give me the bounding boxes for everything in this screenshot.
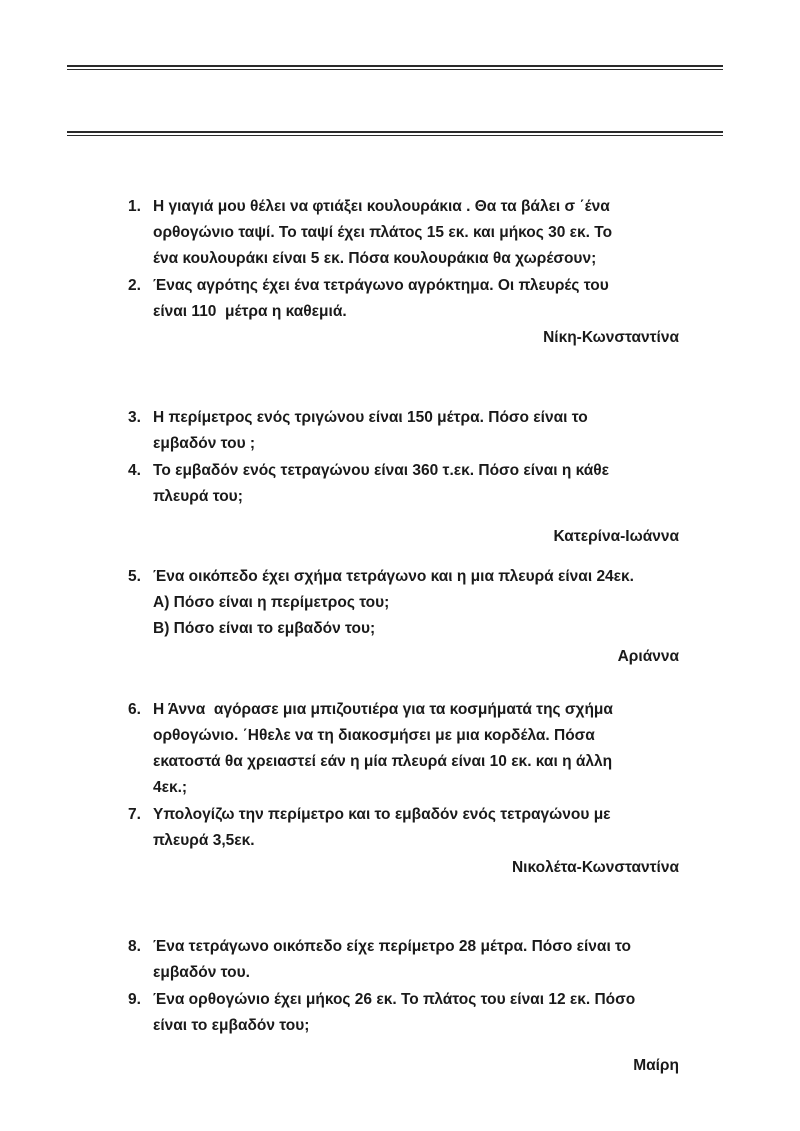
exercise-number: 7. xyxy=(128,806,141,823)
exercise-number: 3. xyxy=(128,409,141,426)
exercise-number: 9. xyxy=(128,991,141,1008)
header-top-rule xyxy=(67,65,723,70)
exercise-7 xyxy=(128,802,688,854)
exercise-number: 1. xyxy=(128,198,141,215)
exercise-8 xyxy=(128,934,688,986)
exercise-3 xyxy=(128,405,688,457)
header-bottom-rule xyxy=(67,131,723,136)
exercise-text: Η περίμετρος ενός τριγώνου είναι 150 μέτρα. Πόσο είναι το εμβαδόν του ; xyxy=(153,409,588,452)
exercise-number: 5. xyxy=(128,568,141,585)
author-name: Μαίρη xyxy=(633,1057,679,1074)
author-name: Νίκη-Κωνσταντίνα xyxy=(543,329,679,346)
exercise-number: 8. xyxy=(128,938,141,955)
exercise-5 xyxy=(128,564,688,642)
exercise-text: Ένα τετράγωνο οικόπεδο είχε περίμετρο 28 μέτρα. Πόσο είναι το εμβαδόν του. xyxy=(153,938,632,981)
exercise-number: 6. xyxy=(128,701,141,718)
exercise-text: Το εμβαδόν ενός τετραγώνου είναι 360 τ.εκ. Πόσο είναι η κάθε πλευρά του; xyxy=(153,462,610,505)
exercise-9 xyxy=(128,987,688,1039)
sub-question-b: Β) Πόσο είναι το εμβαδόν του; xyxy=(153,620,376,637)
author-name: Κατερίνα-Ιωάννα xyxy=(553,528,679,545)
exercise-text: Η Άννα αγόρασε μια μπιζουτιέρα για τα κοσμήματά της σχήμα ορθογώνιο. ΄Ηθελε να τη διακοσμήσει με μια κορδέλα. Πόσα εκατοστά θα χρειαστεί εάν η μία πλευρά είναι 10 εκ. και η άλλη 4εκ.; xyxy=(153,701,613,796)
exercise-4 xyxy=(128,458,688,510)
exercise-text: Η γιαγιά μου θέλει να φτιάξει κουλουράκια . Θα τα βάλει σ ΄ένα ορθογώνιο ταψί. Το ταψί έχει πλάτος 15 εκ. και μήκος 30 εκ. Το ένα κουλουράκι είναι 5 εκ. Πόσα κουλουράκια θα χωρέσουν; xyxy=(153,198,613,267)
exercise-text: Υπολογίζω την περίμετρο και το εμβαδόν ενός τετραγώνου με πλευρά 3,5εκ. xyxy=(153,806,611,849)
exercise-2 xyxy=(128,273,688,325)
sub-question-a: Α) Πόσο είναι η περίμετρος του; xyxy=(153,594,390,611)
exercise-number: 2. xyxy=(128,277,141,294)
exercise-1 xyxy=(128,194,688,272)
author-name: Νικολέτα-Κωνσταντίνα xyxy=(511,859,679,876)
exercise-6 xyxy=(128,697,688,801)
exercise-text: Ένας αγρότης έχει ένα τετράγωνο αγρόκτημα. Οι πλευρές του είναι 110 μέτρα η καθεμιά. xyxy=(153,277,609,320)
exercise-text: Ένα ορθογώνιο έχει μήκος 26 εκ. Το πλάτος του είναι 12 εκ. Πόσο είναι το εμβαδόν του; xyxy=(153,991,636,1034)
exercise-text: Ένα οικόπεδο έχει σχήμα τετράγωνο και η μια πλευρά είναι 24εκ. Α) Πόσο είναι η περίμετρος του; Β) Πόσο είναι το εμβαδόν του; xyxy=(153,564,688,642)
exercise-number: 4. xyxy=(128,462,141,479)
author-name: Αριάννα xyxy=(617,648,679,665)
